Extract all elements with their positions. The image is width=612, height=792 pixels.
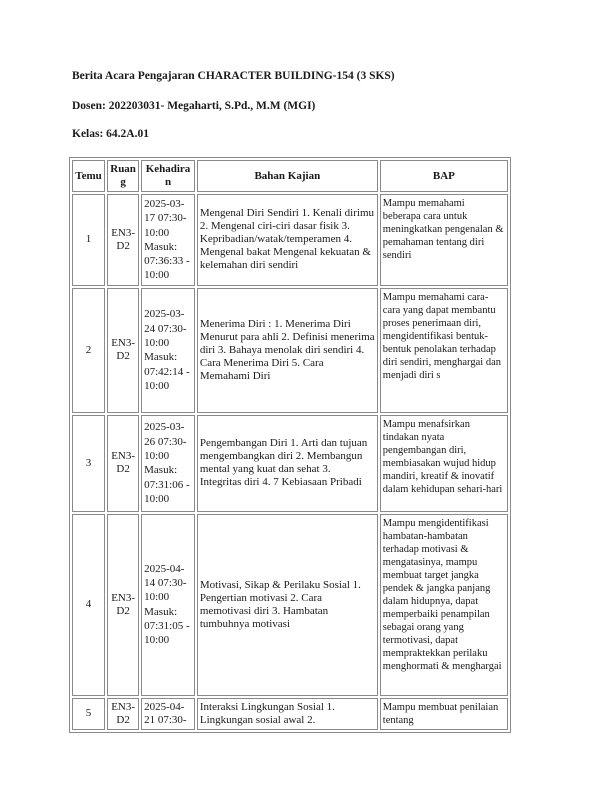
cell-bahan-kajian: Menerima Diri : 1. Menerima Diri Menurut para ahli 2. Definisi menerima diri 3. Bahaya menolak diri sendiri 4. Cara Menerima Diri 5. Cara Memahami Diri <box>197 288 378 413</box>
cell-bap: Mampu menafsirkan tindakan nyata pengembangan diri, membiasakan wujud hidup mandiri, kreatif & inovatif dalam kehidupan sehari-hari <box>380 415 508 512</box>
teaching-record-table <box>69 157 511 733</box>
header-bap: BAP <box>380 160 508 192</box>
cell-kehadiran: 2025-04-21 07:30- <box>141 698 195 730</box>
header-kehadiran: Kehadiran <box>141 160 195 192</box>
cell-kehadiran: 2025-03-26 07:30-10:00 Masuk: 07:31:06 - 10:00 <box>141 415 195 512</box>
cell-ruang: EN3-D2 <box>107 514 139 696</box>
cell-kehadiran: 2025-03-17 07:30-10:00 Masuk: 07:36:33 - 10:00 <box>141 194 195 286</box>
table-header-row <box>72 160 508 192</box>
table-row <box>72 288 508 413</box>
cell-bap: Mampu memahami beberapa cara untuk meningkatkan pengenalan & pemahaman tentang diri sendiri <box>380 194 508 286</box>
cell-temu: 3 <box>72 415 105 512</box>
header-bahan-kajian: Bahan Kajian <box>197 160 378 192</box>
cell-ruang: EN3-D2 <box>107 288 139 413</box>
table-row <box>72 698 508 730</box>
document-title: Berita Acara Pengajaran CHARACTER BUILDING-154 (3 SKS) <box>72 70 395 82</box>
cell-bahan-kajian: Pengembangan Diri 1. Arti dan tujuan mengembangkan diri 2. Membangun mental yang kuat dan sehat 3. Integritas diri 4. 7 Kebiasaan Pribadi <box>197 415 378 512</box>
cell-bap: Mampu mengidentifikasi hambatan-hambatan terhadap motivasi & mengatasinya, mampu membuat target jangka pendek & jangka panjang dalam hidupnya, dapat memperbaiki penampilan sebagai orang yang termotivasi, dapat mempraktekkan perilaku menghormati & menghargai <box>380 514 508 696</box>
cell-temu: 5 <box>72 698 105 730</box>
cell-bahan-kajian: Interaksi Lingkungan Sosial 1. Lingkungan sosial awal 2. <box>197 698 378 730</box>
cell-ruang: EN3-D2 <box>107 415 139 512</box>
cell-temu: 1 <box>72 194 105 286</box>
cell-ruang: EN3-D2 <box>107 698 139 730</box>
table-row <box>72 514 508 696</box>
cell-kehadiran: 2025-04-14 07:30-10:00 Masuk: 07:31:05 - 10:00 <box>141 514 195 696</box>
cell-temu: 4 <box>72 514 105 696</box>
cell-bahan-kajian: Mengenal Diri Sendiri 1. Kenali dirimu 2. Mengenal ciri-ciri dasar fisik 3. Kepribadian/watak/temperamen 4. Mengenal bakat Mengenal kekuatan & kelemahan diri sendiri <box>197 194 378 286</box>
lecturer-line: Dosen: 202203031- Megaharti, S.Pd., M.M (MGI) <box>72 100 316 112</box>
cell-bahan-kajian: Motivasi, Sikap & Perilaku Sosial 1. Pengertian motivasi 2. Cara memotivasi diri 3. Hambatan tumbuhnya motivasi <box>197 514 378 696</box>
header-temu: Temu <box>72 160 105 192</box>
cell-ruang: EN3-D2 <box>107 194 139 286</box>
header-ruang: Ruang <box>107 160 139 192</box>
cell-bap: Mampu memahami cara-cara yang dapat membantu proses penerimaan diri, mengidentifikasi bentuk-bentuk penolakan terhadap diri sendiri, menghargai dan menjadi diri s <box>380 288 508 413</box>
cell-kehadiran: 2025-03-24 07:30-10:00 Masuk: 07:42:14 - 10:00 <box>141 288 195 413</box>
cell-temu: 2 <box>72 288 105 413</box>
class-line: Kelas: 64.2A.01 <box>72 128 149 140</box>
table-row <box>72 194 508 286</box>
table-row <box>72 415 508 512</box>
cell-bap: Mampu membuat penilaian tentang <box>380 698 508 730</box>
